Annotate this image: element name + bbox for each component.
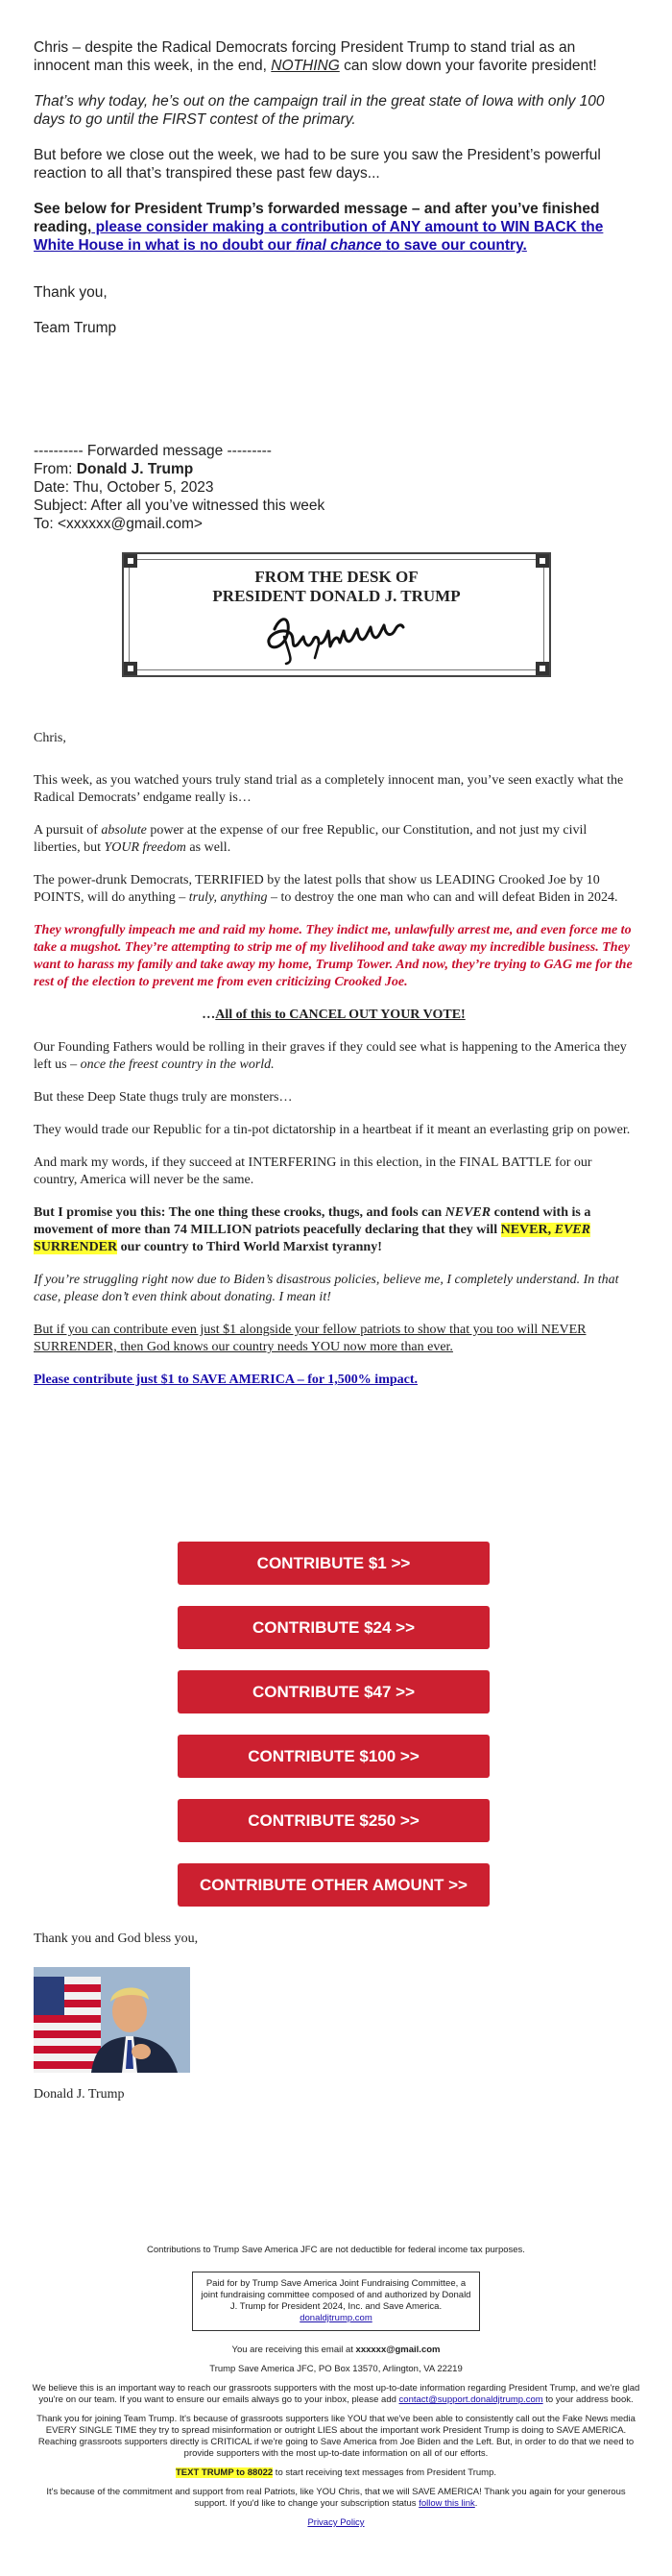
letter-paragraph-8: They would trade our Republic for a tin-pot dictatorship in a heartbeat if it meant an everlasting grip on power. bbox=[34, 1123, 631, 1137]
intro-text: Chris – despite the Radical Democrats forcing President Trump to stand trial as an innocent man this week, in the end, bbox=[34, 39, 576, 74]
footer-text-trump: TEXT TRUMP to 88022 to start receiving text messages from President Trump. bbox=[175, 2467, 497, 2478]
footer-paragraph-2: Thank you for joining Team Trump. It's because of grassroots supporters like YOU that we've been able to consistently call out the Fake News media EVERY SINGLE TIME they try to spread misinformation or outright LIES about the important work President Trump is doing to SAVE AMERICA. Reaching grassroots supporters directly is CRITICAL if we're going to Save America from Joe Biden and the Left. But, in order to do that we need to provide supporters with the most up-to-date information on all of our efforts. bbox=[36, 2414, 636, 2459]
intro-text: See below for President Trump’s forwarded message – and after you’ve finished reading, bbox=[34, 201, 600, 235]
letter-paragraph-13 bbox=[34, 1372, 634, 1389]
forward-from: From: Donald J. Trump bbox=[34, 461, 194, 477]
contribute-impact-link[interactable]: Please contribute just $1 to SAVE AMERICA – for 1,500% impact. bbox=[34, 1373, 419, 1387]
donaldjtrump-link[interactable]: donaldjtrump.com bbox=[300, 2313, 372, 2323]
contribute-47-button[interactable]: CONTRIBUTE $47 >> bbox=[178, 1670, 490, 1713]
closing-thanks: Thank you and God bless you, bbox=[34, 1932, 199, 1946]
footer-privacy bbox=[29, 2517, 643, 2529]
letter-paragraph-7: But these Deep State thugs truly are monsters… bbox=[34, 1090, 293, 1105]
emphasis-nothing: NOTHING bbox=[271, 58, 340, 74]
letter-paragraph-9: And mark my words, if they succeed at INTERFERING in this election, in the FINAL BATTLE for our country, America will never be the same. bbox=[34, 1155, 592, 1187]
footer-address: Trump Save America JFC, PO Box 13570, Arlington, VA 22219 bbox=[209, 2364, 463, 2374]
contribute-buttons bbox=[34, 1542, 634, 1928]
intro-paragraph-1 bbox=[34, 38, 634, 75]
closing-section bbox=[34, 1931, 634, 2103]
contribute-link[interactable]: please consider making a contribution of ANY amount to WIN BACK the White House in what is no doubt our final chance to save our country. bbox=[34, 219, 604, 254]
contribute-other-button[interactable]: CONTRIBUTE OTHER AMOUNT >> bbox=[178, 1863, 490, 1907]
intro-paragraph-2: That’s why today, he’s out on the campaign trail in the great state of Iowa with only 100 days to go until the FIRST contest of the primary. bbox=[34, 93, 605, 128]
contribute-100-button[interactable]: CONTRIBUTE $100 >> bbox=[178, 1735, 490, 1778]
letter-paragraph-5: …All of this to CANCEL OUT YOUR VOTE! bbox=[202, 1008, 466, 1022]
subscription-link[interactable]: follow this link bbox=[419, 2498, 475, 2509]
intro-paragraph-3: But before we close out the week, we had to be sure you saw the President’s powerful reaction to all that’s transpired these past few days... bbox=[34, 147, 601, 182]
contribute-1-button[interactable]: CONTRIBUTE $1 >> bbox=[178, 1542, 490, 1585]
intro-thanks: Thank you, bbox=[34, 284, 108, 301]
footer bbox=[29, 2245, 643, 2537]
contact-email-link[interactable]: contact@support.donaldjtrump.com bbox=[398, 2394, 543, 2405]
letter-greeting: Chris, bbox=[34, 731, 66, 745]
signature-image bbox=[261, 608, 415, 666]
portrait-image bbox=[34, 1967, 190, 2073]
contribute-250-button[interactable]: CONTRIBUTE $250 >> bbox=[178, 1799, 490, 1842]
intro-section bbox=[34, 38, 634, 354]
letter-paragraph-10: But I promise you this: The one thing these crooks, thugs, and fools can NEVER contend with is a movement of more than 74 MILLION patriots peacefully declaring that they will NEVER, EVER SURRENDER our country to Third World Marxist tyranny! bbox=[34, 1205, 591, 1254]
forward-to: To: <xxxxxx@gmail.com> bbox=[34, 516, 203, 532]
letter-paragraph-2: A pursuit of absolute power at the expense of our free Republic, our Constitution, and not just my civil liberties, but YOUR freedom as well. bbox=[34, 823, 588, 855]
footer-paragraph-3: It's because of the commitment and support from real Patriots, like YOU Chris, that we will SAVE AMERICA! Thank you again for your generous support. If you'd like to change your subscription status follow this link. bbox=[46, 2487, 626, 2509]
footer-tax-note: Contributions to Trump Save America JFC are not deductible for federal income tax purposes. bbox=[147, 2245, 525, 2255]
desk-header-box bbox=[122, 552, 551, 677]
forward-subject: Subject: After all you’ve witnessed this week bbox=[34, 498, 325, 514]
letter-paragraph-1: This week, as you watched yours truly stand trial as a completely innocent man, you’ve seen exactly what the Radical Democrats’ endgame really is… bbox=[34, 773, 624, 805]
desk-title-line-2: PRESIDENT DONALD J. TRUMP bbox=[212, 587, 461, 605]
forward-header bbox=[34, 442, 634, 533]
letter-paragraph-12: But if you can contribute even just $1 alongside your fellow patriots to show that you too will NEVER SURRENDER, then God knows our country needs YOU now more than ever. bbox=[34, 1323, 587, 1354]
paid-for-text: Paid for by Trump Save America Joint Fundraising Committee, a joint fundraising committee composed of and authorized by Donald J. Trump for President 2024, Inc. and Save America. bbox=[201, 2278, 471, 2312]
footer-paragraph-1: We believe this is an important way to reach our grassroots supporters with the most up-to-date information regarding President Trump, and we're glad you're on our team. If you want to ensure our emails always go to your inbox, please add contact@support.donaldjtrump.com to your address book. bbox=[32, 2383, 640, 2405]
letter-paragraph-3: The power-drunk Democrats, TERRIFIED by the latest polls that show us LEADING Crooked Joe by 10 POINTS, will do anything – truly, anything – to destroy the one man who can and will defeat Biden in 2024. bbox=[34, 873, 618, 905]
letter-paragraph-6: Our Founding Fathers would be rolling in their graves if they could see what is happening to the America they left us – once the freest country in the world. bbox=[34, 1040, 627, 1072]
intro-signoff: Team Trump bbox=[34, 320, 117, 336]
footer-receiving: You are receiving this email at xxxxxx@gmail.com bbox=[231, 2345, 441, 2355]
closing-name: Donald J. Trump bbox=[34, 2087, 125, 2102]
forward-date: Date: Thu, October 5, 2023 bbox=[34, 479, 214, 496]
trump-photo bbox=[34, 1967, 190, 2073]
intro-text: can slow down your favorite president! bbox=[339, 58, 597, 74]
privacy-policy-link[interactable]: Privacy Policy bbox=[307, 2517, 365, 2528]
letter-paragraph-4: They wrongfully impeach me and raid my home. They indict me, unlawfully arrest me, and even force me to take a mugshot. They’re attempting to strip me of my livelihood and take away my incredible business. They want to harass my family and take away my home, Trump Tower. And now, they’re trying to GAG me for the rest of the election to prevent me from even criticizing Crooked Joe. bbox=[34, 923, 633, 989]
contribute-24-button[interactable]: CONTRIBUTE $24 >> bbox=[178, 1606, 490, 1649]
forward-divider: ---------- Forwarded message --------- bbox=[34, 443, 272, 459]
intro-paragraph-4 bbox=[34, 200, 634, 255]
desk-title-line-1: FROM THE DESK OF bbox=[254, 568, 419, 586]
letter-body bbox=[34, 730, 634, 1404]
paid-for-box bbox=[192, 2272, 480, 2331]
letter-paragraph-11: If you’re struggling right now due to Biden’s disastrous policies, believe me, I completely understand. In that case, please don’t even think about donating. I mean it! bbox=[34, 1273, 619, 1304]
